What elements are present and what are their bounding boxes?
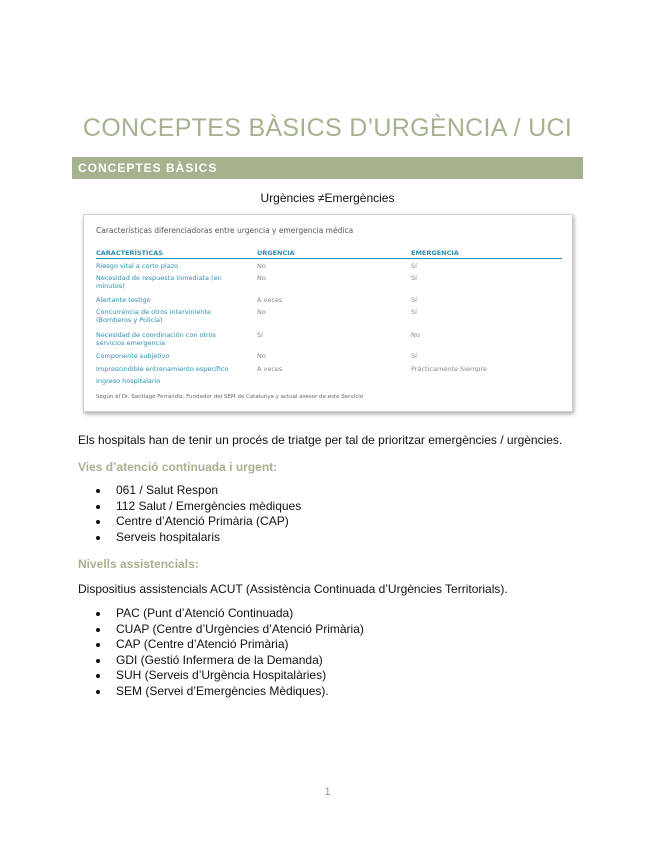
table-row-1-urgency: No	[257, 274, 266, 282]
table-row-2-characteristic: Alertante testigo	[96, 296, 151, 304]
table-row-3-urgency: No	[257, 308, 266, 316]
table-row-5-emergency: Sí	[411, 352, 417, 360]
table-row-0-characteristic: Riesgo vital a corto plazo	[96, 262, 179, 270]
list-item: SUH (Serveis d’Urgència Hospitalàries)	[78, 668, 364, 684]
list-item: Centre d’Atenció Primària (CAP)	[78, 514, 301, 530]
page-number: 1	[324, 786, 331, 798]
page-title: CONCEPTES BÀSICS D’URGÈNCIA / UCI	[82, 114, 573, 142]
table-footnote: Según el Dr. Santiago Ferrándiz. Fundador del SEM de Catalunya y actual asesor de este Servicio	[96, 394, 364, 400]
table-row-6-characteristic: Imprescindible entrenamiento específico	[96, 365, 229, 373]
table-row-5-urgency: No	[257, 352, 266, 360]
list-item: SEM (Servei d’Emergències Mèdiques).	[78, 684, 364, 700]
paragraph-acut: Dispositius assistencials ACUT (Assistència Continuada d’Urgències Territorials).	[78, 582, 508, 596]
table-row-4-emergency: No	[411, 331, 420, 339]
list-item: CUAP (Centre d’Urgències d’Atenció Primària)	[78, 622, 364, 638]
table-header-emergency: EMERGENCIA	[411, 249, 459, 257]
table-header-rule	[96, 258, 562, 259]
table-row-2-emergency: Sí	[411, 296, 417, 304]
care-levels-list	[78, 606, 364, 699]
table-row-7-characteristic: Ingreso hospitalario	[96, 377, 161, 385]
table-row-3-characteristic: Concurrencia de otros interviniente (Bomberos y Policía)	[96, 308, 212, 324]
list-item: GDI (Gestió Infermera de la Demanda)	[78, 653, 364, 669]
table-row-6-urgency: A veces	[257, 365, 283, 373]
table-header-urgency: URGENCIA	[257, 249, 295, 257]
list-item: CAP (Centre d’Atenció Primària)	[78, 637, 364, 653]
table-row-0-urgency: No	[257, 262, 266, 270]
section-header-bar: CONCEPTES BÀSICS	[72, 157, 583, 179]
care-routes-list	[78, 483, 301, 545]
table-row-6-emergency: Prácticamente Siempre	[411, 365, 487, 373]
table-row-0-emergency: Sí	[411, 262, 417, 270]
table-row-4-characteristic: Necesidad de coordinación con otros servicios emergencia	[96, 331, 216, 347]
table-row-3-emergency: Sí	[411, 308, 417, 316]
list-item: 061 / Salut Respon	[78, 483, 301, 499]
table-row-5-characteristic: Componente subjetivo	[96, 352, 170, 360]
list-item: 112 Salut / Emergències mèdiques	[78, 499, 301, 515]
subtitle: Urgències ≠Emergències	[260, 191, 395, 205]
table-caption: Características diferenciadoras entre urgencia y emergencia médica	[96, 226, 354, 235]
table-row-1-characteristic: Necesidad de respuesta inmediata (en minutos)	[96, 274, 222, 290]
comparison-table-image	[83, 214, 573, 412]
table-header-characteristics: CARACTERÍSTICAS	[96, 249, 163, 257]
list-item: PAC (Punt d’Atenció Continuada)	[78, 606, 364, 622]
table-row-2-urgency: A veces	[257, 296, 283, 304]
paragraph-triage: Els hospitals han de tenir un procés de triatge per tal de prioritzar emergències / urgències.	[78, 433, 563, 447]
heading-care-routes: Vies d’atenció continuada i urgent:	[78, 460, 278, 474]
table-row-4-urgency: Sí	[257, 331, 263, 339]
heading-care-levels: Nivells assistencials:	[78, 557, 199, 571]
table-row-1-emergency: Sí	[411, 274, 417, 282]
list-item: Serveis hospitalaris	[78, 530, 301, 546]
